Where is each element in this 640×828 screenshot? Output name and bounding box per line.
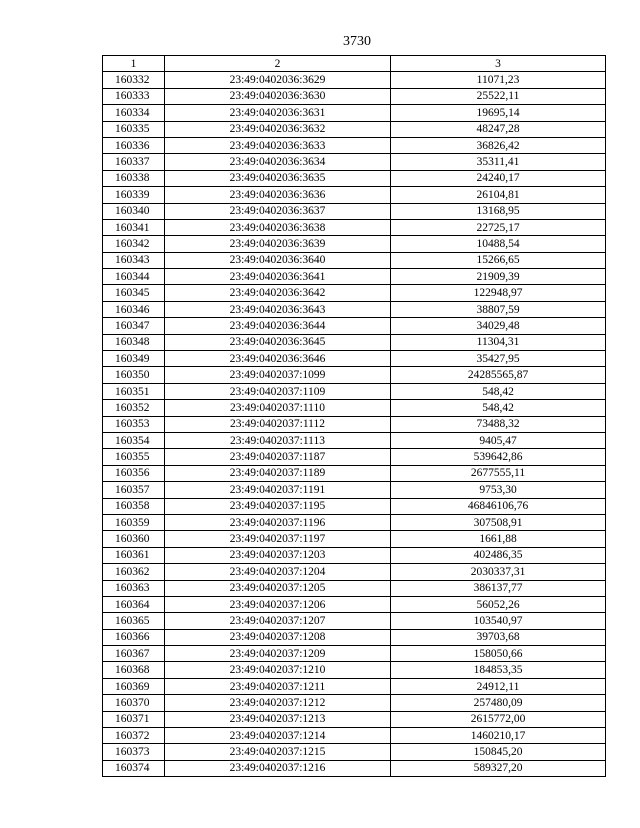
row-number-cell: 160363 (103, 580, 165, 596)
row-number-cell: 160372 (103, 728, 165, 744)
row-number-cell: 160343 (103, 252, 165, 268)
table-row (103, 547, 606, 563)
cadastral-number-cell: 23:49:0402037:1212 (165, 695, 391, 711)
row-number-cell: 160358 (103, 498, 165, 514)
row-number-cell: 160344 (103, 269, 165, 285)
row-number-cell: 160335 (103, 121, 165, 137)
cadastral-number-cell: 23:49:0402036:3643 (165, 301, 391, 317)
table-body (103, 72, 606, 777)
cadastral-number-cell: 23:49:0402037:1214 (165, 728, 391, 744)
value-cell: 73488,32 (391, 416, 606, 432)
row-number-cell: 160370 (103, 695, 165, 711)
row-number-cell: 160362 (103, 564, 165, 580)
value-cell: 402486,35 (391, 547, 606, 563)
cadastral-number-cell: 23:49:0402036:3636 (165, 187, 391, 203)
table-row (103, 646, 606, 662)
row-number-cell: 160360 (103, 531, 165, 547)
cadastral-number-cell: 23:49:0402036:3640 (165, 252, 391, 268)
table-row (103, 285, 606, 301)
row-number-cell: 160350 (103, 367, 165, 383)
row-number-cell: 160364 (103, 596, 165, 612)
value-cell: 26104,81 (391, 187, 606, 203)
table-row (103, 695, 606, 711)
table-row (103, 383, 606, 399)
cadastral-number-cell: 23:49:0402036:3641 (165, 269, 391, 285)
value-cell: 34029,48 (391, 318, 606, 334)
value-cell: 46846106,76 (391, 498, 606, 514)
row-number-cell: 160355 (103, 449, 165, 465)
value-cell: 548,42 (391, 383, 606, 399)
row-number-cell: 160345 (103, 285, 165, 301)
cadastral-number-cell: 23:49:0402037:1189 (165, 465, 391, 481)
row-number-cell: 160354 (103, 432, 165, 448)
value-cell: 1460210,17 (391, 728, 606, 744)
column-header-1: 1 (103, 56, 165, 72)
cadastral-number-cell: 23:49:0402036:3637 (165, 203, 391, 219)
value-cell: 2615772,00 (391, 711, 606, 727)
table-row (103, 711, 606, 727)
value-cell: 19695,14 (391, 105, 606, 121)
cadastral-number-cell: 23:49:0402037:1191 (165, 482, 391, 498)
table-row (103, 744, 606, 760)
table-row (103, 760, 606, 776)
table-row (103, 318, 606, 334)
row-number-cell: 160341 (103, 219, 165, 235)
cadastral-number-cell: 23:49:0402037:1113 (165, 432, 391, 448)
table-row (103, 105, 606, 121)
row-number-cell: 160357 (103, 482, 165, 498)
value-cell: 21909,39 (391, 269, 606, 285)
header-row (103, 56, 606, 72)
cadastral-number-cell: 23:49:0402036:3642 (165, 285, 391, 301)
value-cell: 10488,54 (391, 236, 606, 252)
cadastral-number-cell: 23:49:0402036:3629 (165, 72, 391, 88)
table-row (103, 728, 606, 744)
cadastral-number-cell: 23:49:0402036:3645 (165, 334, 391, 350)
table-row (103, 400, 606, 416)
value-cell: 2030337,31 (391, 564, 606, 580)
cadastral-number-cell: 23:49:0402037:1207 (165, 613, 391, 629)
table-header (103, 56, 606, 72)
value-cell: 11071,23 (391, 72, 606, 88)
value-cell: 150845,20 (391, 744, 606, 760)
row-number-cell: 160373 (103, 744, 165, 760)
table-row (103, 252, 606, 268)
row-number-cell: 160352 (103, 400, 165, 416)
table-row (103, 498, 606, 514)
row-number-cell: 160332 (103, 72, 165, 88)
value-cell: 35311,41 (391, 154, 606, 170)
value-cell: 548,42 (391, 400, 606, 416)
value-cell: 386137,77 (391, 580, 606, 596)
row-number-cell: 160349 (103, 351, 165, 367)
value-cell: 307508,91 (391, 514, 606, 530)
table-row (103, 367, 606, 383)
row-number-cell: 160346 (103, 301, 165, 317)
table-row (103, 121, 606, 137)
table-row (103, 88, 606, 104)
cadastral-number-cell: 23:49:0402036:3644 (165, 318, 391, 334)
cadastral-number-cell: 23:49:0402036:3639 (165, 236, 391, 252)
table-row (103, 432, 606, 448)
cadastral-number-cell: 23:49:0402037:1110 (165, 400, 391, 416)
value-cell: 11304,31 (391, 334, 606, 350)
row-number-cell: 160356 (103, 465, 165, 481)
value-cell: 9753,30 (391, 482, 606, 498)
row-number-cell: 160353 (103, 416, 165, 432)
column-header-2: 2 (165, 56, 391, 72)
table-row (103, 236, 606, 252)
cadastral-number-cell: 23:49:0402036:3635 (165, 170, 391, 186)
table-row (103, 219, 606, 235)
cadastral-number-cell: 23:49:0402036:3633 (165, 137, 391, 153)
cadastral-number-cell: 23:49:0402036:3638 (165, 219, 391, 235)
table-row (103, 678, 606, 694)
cadastral-number-cell: 23:49:0402037:1195 (165, 498, 391, 514)
cadastral-number-cell: 23:49:0402037:1187 (165, 449, 391, 465)
value-cell: 48247,28 (391, 121, 606, 137)
value-cell: 39703,68 (391, 629, 606, 645)
cadastral-number-cell: 23:49:0402036:3630 (165, 88, 391, 104)
registry-table (102, 55, 606, 777)
value-cell: 539642,86 (391, 449, 606, 465)
row-number-cell: 160333 (103, 88, 165, 104)
table-row (103, 514, 606, 530)
value-cell: 589327,20 (391, 760, 606, 776)
table-row (103, 613, 606, 629)
cadastral-number-cell: 23:49:0402037:1204 (165, 564, 391, 580)
value-cell: 13168,95 (391, 203, 606, 219)
cadastral-number-cell: 23:49:0402037:1205 (165, 580, 391, 596)
cadastral-number-cell: 23:49:0402037:1099 (165, 367, 391, 383)
value-cell: 103540,97 (391, 613, 606, 629)
table-row (103, 662, 606, 678)
value-cell: 24912,11 (391, 678, 606, 694)
value-cell: 35427,95 (391, 351, 606, 367)
row-number-cell: 160367 (103, 646, 165, 662)
table-row (103, 187, 606, 203)
table-row (103, 137, 606, 153)
row-number-cell: 160338 (103, 170, 165, 186)
value-cell: 257480,09 (391, 695, 606, 711)
value-cell: 15266,65 (391, 252, 606, 268)
cadastral-number-cell: 23:49:0402037:1203 (165, 547, 391, 563)
cadastral-number-cell: 23:49:0402037:1197 (165, 531, 391, 547)
cadastral-number-cell: 23:49:0402037:1210 (165, 662, 391, 678)
table-row (103, 564, 606, 580)
row-number-cell: 160337 (103, 154, 165, 170)
value-cell: 2677555,11 (391, 465, 606, 481)
cadastral-number-cell: 23:49:0402037:1215 (165, 744, 391, 760)
cadastral-number-cell: 23:49:0402037:1211 (165, 678, 391, 694)
cadastral-number-cell: 23:49:0402037:1209 (165, 646, 391, 662)
value-cell: 24285565,87 (391, 367, 606, 383)
table-row (103, 596, 606, 612)
table-row (103, 531, 606, 547)
table-row (103, 351, 606, 367)
value-cell: 25522,11 (391, 88, 606, 104)
cadastral-number-cell: 23:49:0402037:1216 (165, 760, 391, 776)
row-number-cell: 160348 (103, 334, 165, 350)
cadastral-number-cell: 23:49:0402037:1206 (165, 596, 391, 612)
row-number-cell: 160359 (103, 514, 165, 530)
value-cell: 1661,88 (391, 531, 606, 547)
row-number-cell: 160336 (103, 137, 165, 153)
value-cell: 36826,42 (391, 137, 606, 153)
value-cell: 158050,66 (391, 646, 606, 662)
cadastral-number-cell: 23:49:0402036:3634 (165, 154, 391, 170)
cadastral-number-cell: 23:49:0402037:1109 (165, 383, 391, 399)
value-cell: 24240,17 (391, 170, 606, 186)
table-row (103, 449, 606, 465)
value-cell: 22725,17 (391, 219, 606, 235)
cadastral-number-cell: 23:49:0402037:1213 (165, 711, 391, 727)
row-number-cell: 160365 (103, 613, 165, 629)
row-number-cell: 160361 (103, 547, 165, 563)
table-row (103, 629, 606, 645)
cadastral-number-cell: 23:49:0402037:1208 (165, 629, 391, 645)
row-number-cell: 160339 (103, 187, 165, 203)
value-cell: 38807,59 (391, 301, 606, 317)
table-row (103, 482, 606, 498)
table-row (103, 465, 606, 481)
value-cell: 56052,26 (391, 596, 606, 612)
table-row (103, 301, 606, 317)
table-row (103, 416, 606, 432)
page-number: 3730 (343, 34, 371, 49)
cadastral-number-cell: 23:49:0402037:1112 (165, 416, 391, 432)
row-number-cell: 160366 (103, 629, 165, 645)
cadastral-number-cell: 23:49:0402036:3631 (165, 105, 391, 121)
cadastral-number-cell: 23:49:0402036:3646 (165, 351, 391, 367)
row-number-cell: 160374 (103, 760, 165, 776)
row-number-cell: 160351 (103, 383, 165, 399)
column-header-3: 3 (391, 56, 606, 72)
row-number-cell: 160368 (103, 662, 165, 678)
table-row (103, 580, 606, 596)
value-cell: 122948,97 (391, 285, 606, 301)
table-row (103, 269, 606, 285)
table-row (103, 334, 606, 350)
row-number-cell: 160342 (103, 236, 165, 252)
row-number-cell: 160347 (103, 318, 165, 334)
cadastral-number-cell: 23:49:0402037:1196 (165, 514, 391, 530)
cadastral-number-cell: 23:49:0402036:3632 (165, 121, 391, 137)
row-number-cell: 160340 (103, 203, 165, 219)
value-cell: 184853,35 (391, 662, 606, 678)
row-number-cell: 160334 (103, 105, 165, 121)
table-row (103, 72, 606, 88)
table-row (103, 203, 606, 219)
value-cell: 9405,47 (391, 432, 606, 448)
row-number-cell: 160371 (103, 711, 165, 727)
table-row (103, 170, 606, 186)
table-row (103, 154, 606, 170)
row-number-cell: 160369 (103, 678, 165, 694)
